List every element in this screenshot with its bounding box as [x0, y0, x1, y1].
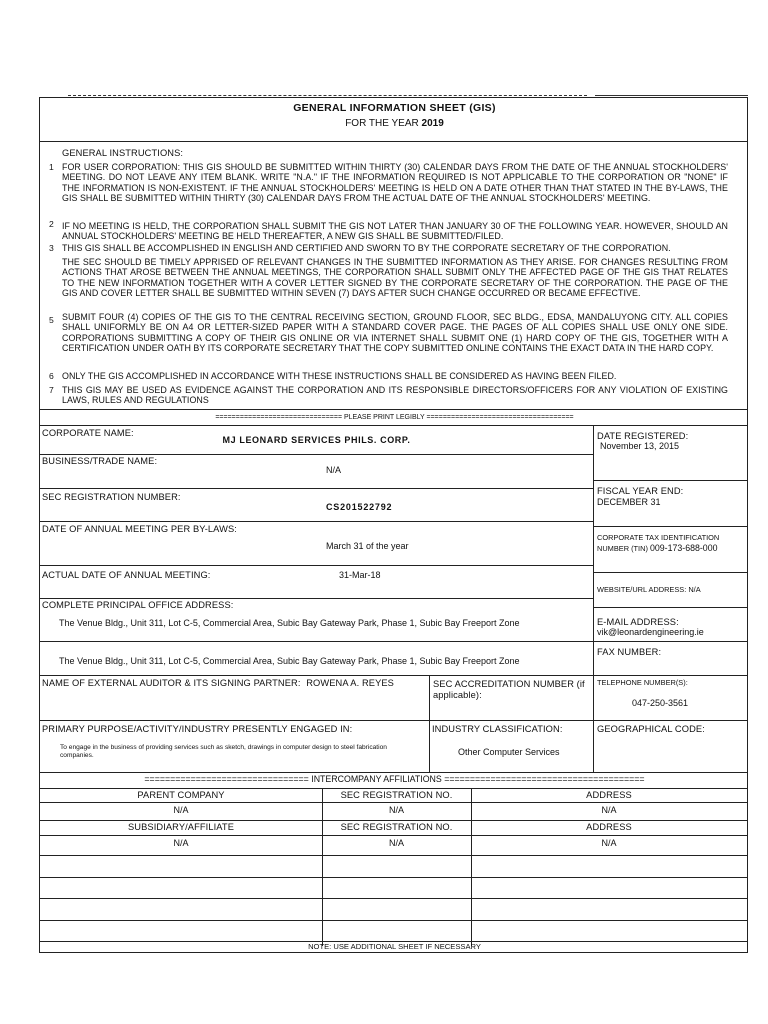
- additional-sheet-note: NOTE: USE ADDITIONAL SHEET IF NECESSARY: [308, 942, 481, 951]
- instructions-heading: GENERAL INSTRUCTIONS:: [62, 148, 184, 158]
- legibly-divider: [40, 425, 747, 426]
- row-line: [40, 898, 747, 899]
- parent-sec-header: SEC REGISTRATION NO.: [340, 790, 453, 800]
- website-value: N/A: [688, 585, 701, 594]
- instruction-1: FOR USER CORPORATION: THIS GIS SHOULD BE SUBMITTED WITHIN THIRTY (30) CALENDAR DAYS FROM THE DATE OF THE ANNUAL STOCKHOLDERS' MEETING. DO NOT LEAVE ANY ITEM BLANK. WRITE "N.A." IF THE INFORMATION REQUIRED IS NOT APPLICABLE TO THE CORPORATION OR "NONE" IF THE INFORMATION IS NON-EXISTENT. IF THE ANNUAL STOCKHOLDERS' MEETING IS HELD ON A DATE OTHER THAN THAT STATED IN THE BY-LAWS, THE GIS SHALL BE SUBMITTED WITHIN THIRTY (30) CALENDAR DAYS FROM THE ACTUAL DATE OF THE ANNUAL STOCKHOLDERS' MEETING.: [62, 162, 728, 204]
- row-line: [40, 802, 747, 803]
- business-name-label: BUSINESS/TRADE NAME:: [42, 456, 158, 466]
- date-registered-value: November 13, 2015: [600, 441, 680, 451]
- tin-value: 009-173-688-000: [649, 543, 718, 553]
- parent-company-value: N/A: [173, 805, 189, 815]
- row-line: [40, 920, 747, 921]
- row-line: [593, 526, 747, 527]
- subsidiary-address-value: N/A: [601, 838, 617, 848]
- instruction-6: ONLY THE GIS ACCOMPLISHED IN ACCORDANCE WITH THESE INSTRUCTIONS SHALL BE CONSIDERED AS HAVING BEEN FILED.: [62, 371, 617, 381]
- auditor-block: [42, 679, 394, 688]
- instruction-5: SUBMIT FOUR (4) COPIES OF THE GIS TO THE CENTRAL RECEIVING SECTION, GROUND FLOOR, SEC BLDG., EDSA, MANDALUYONG CITY. ALL COPIES SHALL UNIFORMLY BE ON A4 OR LETTER-SIZED PAPER WITH A STANDARD COVER PAGE. THE PAGES OF ALL COPIES SHALL USE ONLY ONE SIDE. CORPORATIONS SUBMITTING A COPY OF THEIR GIS ONLINE OR VIA INTERNET SHALL SUBMIT ONE (1) HARD COPY OF THE GIS, TOGETHER WITH A CERTIFICATION UNDER OATH BY ITS CORPORATE SECRETARY THAT THE COPY SUBMITTED ONLINE CONTAINS THE EXACT DATA IN THE HARD COPY.: [62, 312, 728, 354]
- website-block: [597, 586, 701, 593]
- telephone-label: TELEPHONE NUMBER(S):: [597, 678, 688, 687]
- geographical-code-label: GEOGRAPHICAL CODE:: [597, 724, 705, 734]
- tin-label: CORPORATE TAX IDENTIFICATION NUMBER (TIN): [597, 533, 720, 553]
- corporate-name-value: MJ LEONARD SERVICES PHILS. CORP.: [222, 435, 411, 445]
- row-line: [40, 820, 747, 821]
- subsidiary-value: N/A: [173, 838, 189, 848]
- website-label: WEBSITE/URL ADDRESS:: [597, 585, 687, 594]
- purpose-label: PRIMARY PURPOSE/ACTIVITY/INDUSTRY PRESENTLY ENGAGED IN:: [42, 724, 353, 734]
- print-legibly: =============================== PLEASE PRINT LEGIBLY ====================================: [215, 414, 574, 421]
- subsidiary-address-header: ADDRESS: [586, 822, 632, 832]
- parent-company-header: PARENT COMPANY: [137, 790, 225, 800]
- auditor-value: ROWENA A. REYES: [306, 678, 394, 688]
- header-divider: [40, 141, 747, 142]
- row-line: [40, 488, 593, 489]
- business-name-value: N/A: [326, 465, 342, 475]
- row-line: [40, 521, 593, 522]
- form-title: GENERAL INFORMATION SHEET (GIS): [293, 102, 496, 114]
- annual-meeting-label: DATE OF ANNUAL MEETING PER BY-LAWS:: [42, 524, 237, 534]
- row-line: [593, 480, 747, 481]
- row-line: [40, 772, 747, 773]
- row-line: [40, 565, 593, 566]
- instructions-divider: [40, 409, 747, 410]
- row-line: [40, 855, 747, 856]
- parent-address-value: N/A: [601, 805, 617, 815]
- sec-registration-label: SEC REGISTRATION NUMBER:: [42, 492, 181, 502]
- annual-meeting-value: March 31 of the year: [326, 541, 409, 551]
- fiscal-year-value: DECEMBER 31: [597, 497, 661, 507]
- row-line: [40, 598, 593, 599]
- sec-accreditation-label: SEC ACCREDITATION NUMBER (if applicable):: [433, 679, 585, 700]
- auditor-label: NAME OF EXTERNAL AUDITOR & ITS SIGNING PARTNER:: [42, 678, 301, 688]
- address-label: COMPLETE PRINCIPAL OFFICE ADDRESS:: [42, 600, 234, 610]
- sec-registration-value: CS201522792: [326, 502, 393, 512]
- subsidiary-sec-header: SEC REGISTRATION NO.: [340, 822, 453, 832]
- corporate-name-label: CORPORATE NAME:: [42, 428, 134, 438]
- row-line: [593, 572, 747, 573]
- instruction-number-3: 3: [49, 243, 54, 253]
- top-dashed-rule: [68, 95, 587, 96]
- row-line: [593, 607, 747, 608]
- top-solid-rule: [595, 95, 748, 96]
- fiscal-year-label: FISCAL YEAR END:: [597, 486, 684, 496]
- industry-value: Other Computer Services: [458, 747, 560, 757]
- actual-meeting-value: 31-Mar-18: [339, 570, 381, 580]
- middle-column-line: [429, 675, 430, 772]
- fax-label: FAX NUMBER:: [597, 647, 662, 657]
- actual-meeting-label: ACTUAL DATE OF ANNUAL MEETING:: [42, 570, 211, 580]
- row-line: [40, 641, 593, 642]
- form-year: 2019: [421, 118, 444, 129]
- instruction-number-6: 6: [49, 371, 54, 381]
- date-registered-label: DATE REGISTERED:: [597, 431, 689, 441]
- subsidiary-header: SUBSIDIARY/AFFILIATE: [127, 822, 234, 832]
- purpose-value: To engage in the business of providing services such as sketch, drawings in computer design to steel fabrication companies.: [60, 744, 387, 759]
- instruction-4: THE SEC SHOULD BE TIMELY APPRISED OF RELEVANT CHANGES IN THE SUBMITTED INFORMATION AS THEY ARISE. FOR CHANGES RESULTING FROM ACTIONS THAT AROSE BETWEEN THE ANNUAL MEETINGS, THE CORPORATION SHALL SUBMIT ONLY THE AFFECTED PAGE OF THE GIS THAT RELATES TO THE NEW INFORMATION TOGETHER WITH A COVER LETTER SIGNED BY THE CORPORATE SECRETARY OF THE CORPORATION. THE PAGE OF THE GIS AND COVER LETTER SHALL BE SUBMITTED WITHIN SEVEN (7) DAYS AFTER SUCH CHANGE OCCURRED OR BECAME EFFECTIVE.: [62, 257, 728, 299]
- instruction-number-5: 5: [49, 315, 54, 325]
- email-label: E-MAIL ADDRESS:: [597, 617, 679, 627]
- industry-label: INDUSTRY CLASSIFICATION:: [432, 724, 563, 734]
- address-value-1: The Venue Bldg., Unit 311, Lot C-5, Commercial Area, Subic Bay Gateway Park, Phase 1, Subic Bay Freeport Zone: [59, 618, 520, 628]
- instruction-3: THIS GIS SHALL BE ACCOMPLISHED IN ENGLISH AND CERTIFIED AND SWORN TO BY THE CORPORATE SECRETARY OF THE CORPORATION.: [62, 243, 671, 253]
- instruction-7: THIS GIS MAY BE USED AS EVIDENCE AGAINST THE CORPORATION AND ITS RESPONSIBLE DIRECTORS/OFFICERS FOR ANY VIOLATION OF EXISTING LAWS, RULES AND REGULATIONS: [62, 385, 728, 406]
- for-the-year-label: FOR THE YEAR: [345, 118, 419, 129]
- instruction-number-1: 1: [49, 162, 54, 172]
- row-line: [40, 675, 747, 676]
- telephone-value: 047-250-3561: [632, 698, 689, 708]
- gis-form: [39, 97, 748, 953]
- row-line: [593, 641, 747, 642]
- parent-sec-value: N/A: [388, 805, 404, 815]
- intercompany-heading: ================================ INTERCOMPANY AFFILIATIONS =======================================: [144, 774, 645, 784]
- row-line: [40, 877, 747, 878]
- row-line: [40, 720, 747, 721]
- instruction-number-7: 7: [49, 385, 54, 395]
- row-line: [40, 788, 747, 789]
- for-the-year: [40, 119, 749, 129]
- instruction-2: IF NO MEETING IS HELD, THE CORPORATION SHALL SUBMIT THE GIS NOT LATER THAN JANUARY 30 OF THE FOLLOWING YEAR. HOWEVER, SHOULD AN ANNUAL STOCKHOLDERS' MEETING BE HELD THEREAFTER, A NEW GIS SHALL BE SUBMITTED/FILED.: [62, 221, 728, 242]
- tin-block: [597, 533, 727, 554]
- email-value: vik@leonardengineering.ie: [597, 627, 704, 637]
- address-value-2: The Venue Bldg., Unit 311, Lot C-5, Commercial Area, Subic Bay Gateway Park, Phase 1, Subic Bay Freeport Zone: [59, 656, 520, 666]
- row-line: [40, 454, 593, 455]
- row-line: [40, 835, 747, 836]
- parent-address-header: ADDRESS: [586, 790, 632, 800]
- instruction-number-2: 2: [49, 219, 54, 229]
- subsidiary-sec-value: N/A: [388, 838, 404, 848]
